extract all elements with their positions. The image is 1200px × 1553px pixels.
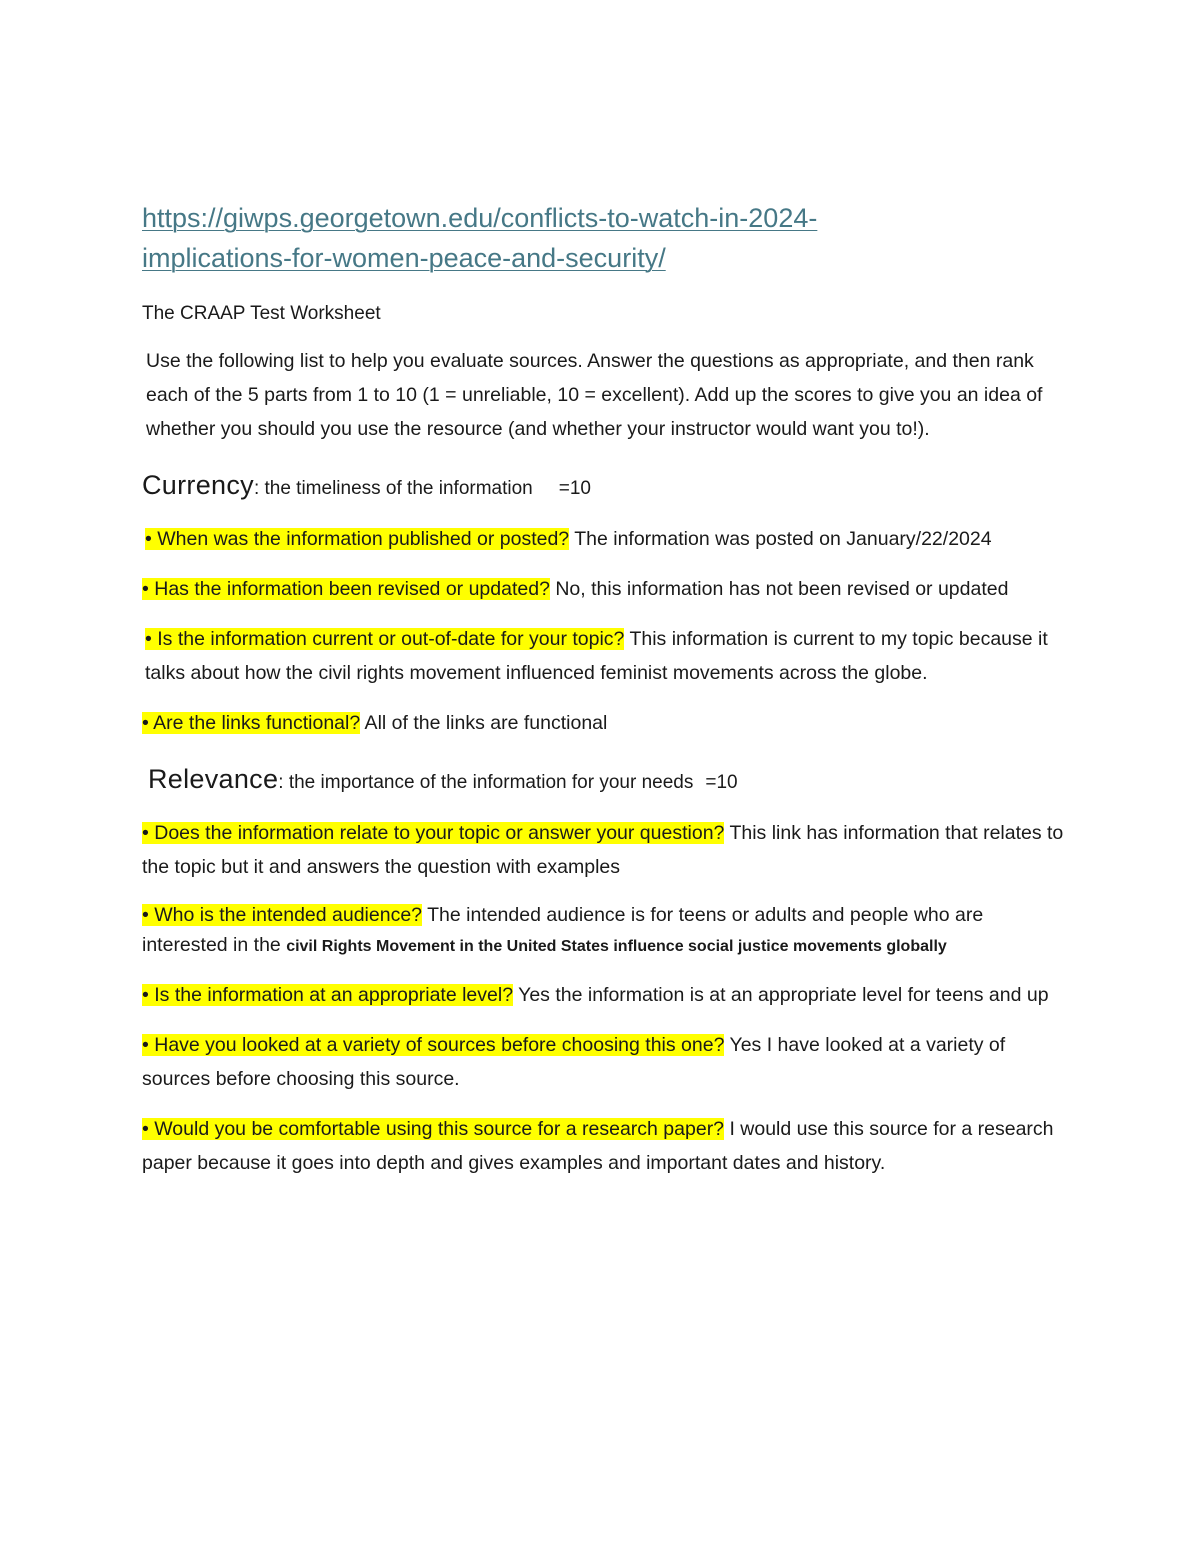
answer-text: This link has information that relates to the topic but it and answers the question with examples — [142, 822, 1064, 878]
question-highlight: • Does the information relate to your topic or answer your question? — [142, 822, 725, 844]
answer-text: The intended audience is for teens or adults and people who are interested in the — [142, 904, 984, 956]
document-content — [142, 198, 1072, 1180]
relevance-score: =10 — [705, 772, 738, 793]
intro-paragraph: Use the following list to help you evaluate sources. Answer the questions as appropriate, and then rank each of the 5 parts from 1 to 10 (1 = unreliable, 10 = excellent). Add up the scores to give you an idea of whether you should you use the resource (and whether your instructor would want you to!). — [146, 350, 1043, 440]
relevance-question-audience — [142, 900, 1072, 962]
relevance-question-variety — [142, 1028, 1072, 1096]
currency-question-links — [142, 706, 1072, 740]
source-url-link-line-2[interactable]: implications-for-women-peace-and-security/ — [142, 243, 666, 273]
currency-question-revised — [142, 572, 1072, 606]
worksheet-title: The CRAAP Test Worksheet — [142, 303, 381, 324]
answer-text: Yes the information is at an appropriate level for teens and up — [513, 984, 1049, 1006]
question-highlight: • Who is the intended audience? — [142, 904, 423, 926]
currency-question-published — [142, 522, 1072, 556]
question-highlight: • When was the information published or posted? — [145, 528, 570, 550]
relevance-question-comfortable — [142, 1112, 1072, 1180]
answer-text: Yes I have looked at a variety of sources before choosing this source. — [142, 1034, 1006, 1090]
question-highlight: • Has the information been revised or updated? — [142, 578, 550, 600]
answer-text: I would use this source for a research paper because it goes into depth and gives examples and important dates and history. — [142, 1118, 1054, 1174]
question-highlight: • Is the information at an appropriate level? — [142, 984, 514, 1006]
question-highlight: • Have you looked at a variety of sources before choosing this one? — [142, 1034, 725, 1056]
relevance-question-level — [142, 978, 1072, 1012]
answer-text: The information was posted on January/22/2024 — [569, 528, 992, 550]
relevance-question-relate — [142, 816, 1072, 884]
question-highlight: • Are the links functional? — [142, 712, 361, 734]
relevance-description: : the importance of the information for your needs — [278, 772, 694, 793]
answer-text: This information is current to my topic because it talks about how the civil rights movement influenced feminist movements across the globe. — [145, 628, 1048, 684]
currency-score: =10 — [558, 478, 591, 499]
answer-text: No, this information has not been revised or updated — [549, 578, 1009, 600]
currency-title: Currency — [142, 470, 254, 500]
currency-heading — [142, 468, 1072, 506]
currency-description: : the timeliness of the information — [253, 478, 533, 499]
relevance-title: Relevance — [148, 764, 279, 794]
source-url-link-line-1[interactable]: https://giwps.georgetown.edu/conflicts-to-watch-in-2024- — [142, 203, 818, 233]
answer-text: All of the links are functional — [360, 712, 608, 734]
answer-bold-text: civil Rights Movement in the United States influence social justice movements globally — [286, 938, 947, 955]
question-highlight: • Would you be comfortable using this source for a research paper? — [142, 1118, 725, 1140]
currency-question-current — [142, 622, 1072, 690]
question-highlight: • Is the information current or out-of-date for your topic? — [145, 628, 625, 650]
relevance-heading — [142, 762, 1072, 800]
